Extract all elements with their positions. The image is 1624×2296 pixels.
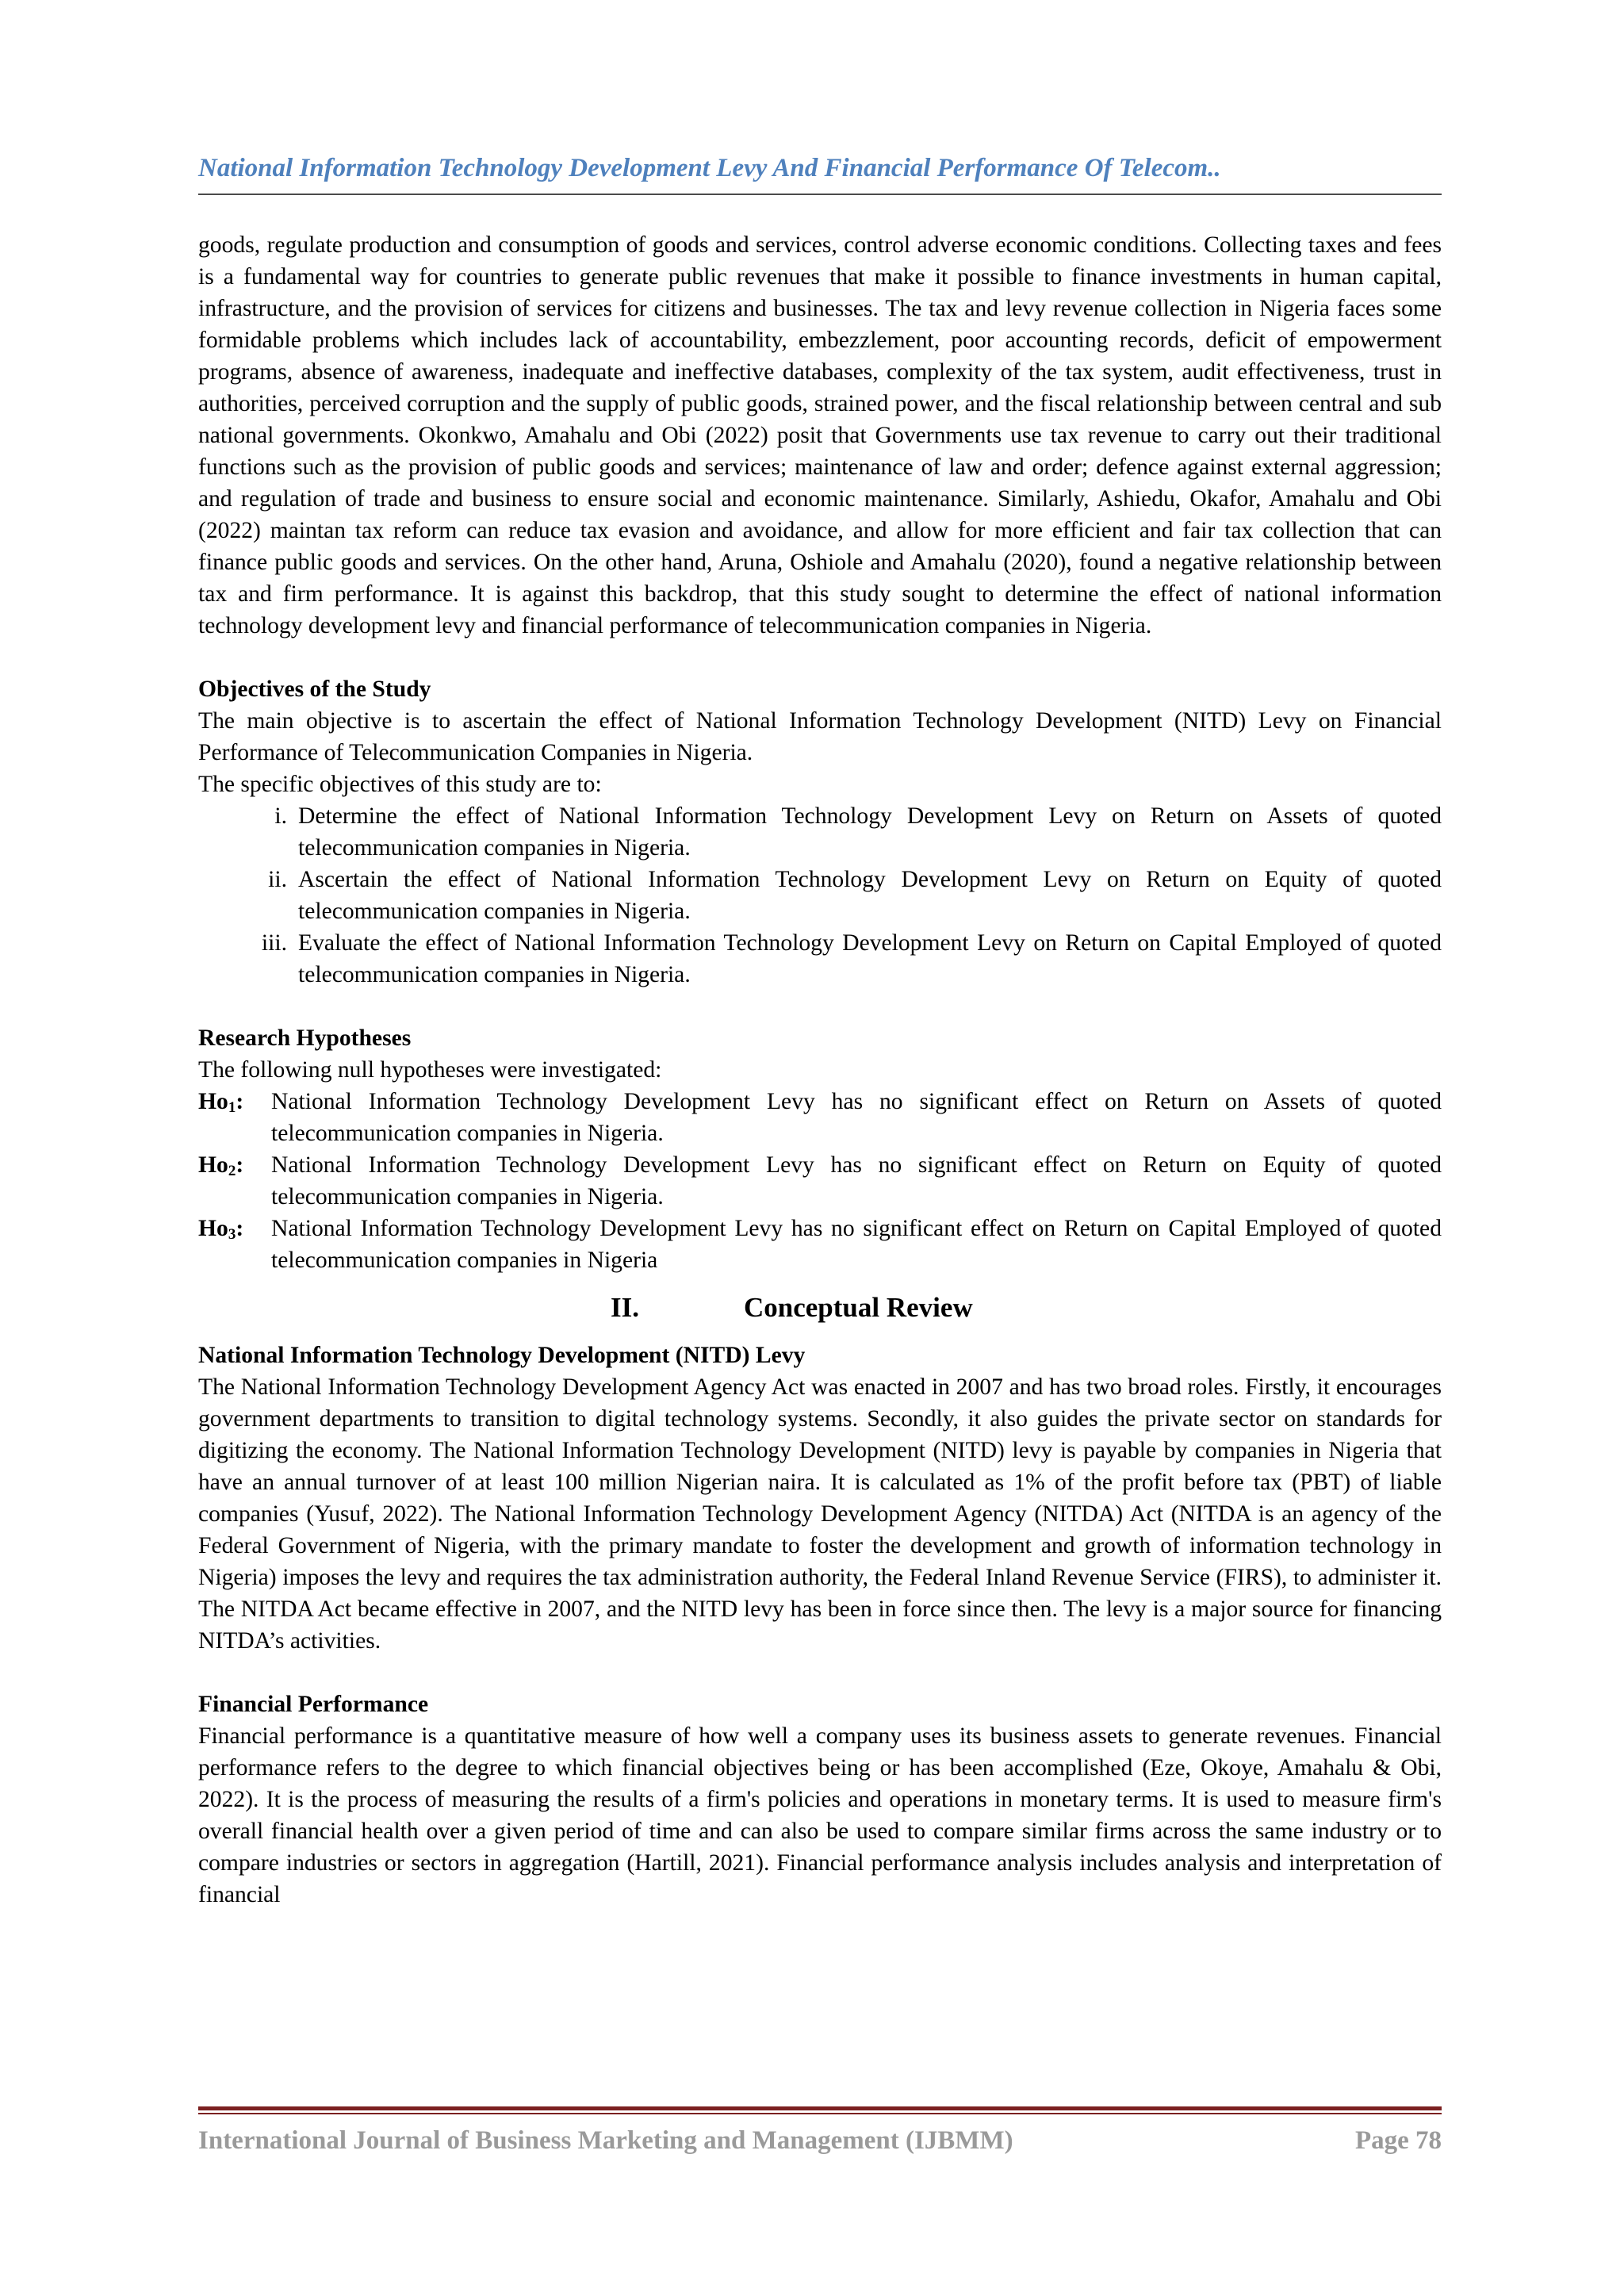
section-title: Conceptual Review (744, 1292, 973, 1323)
hypothesis-text: National Information Technology Development Levy has no significant effect on Return on Equity of quoted telecommunication companies in Nigeria. (271, 1152, 1442, 1209)
financial-performance-paragraph: Financial performance is a quantitative measure of how well a company uses its business assets to generate revenues. Financial performance refers to the degree to which financial objectives being or has been accomplished (Eze, Okoye, Amahalu & Obi, 2022). It is the process of measuring the results of a firm's policies and operations in monetary terms. It is used to measure firm's overall financial health over a given period of time and can also be used to compare similar firms across the same industry or to compare industries or sectors in aggregation (Hartill, 2021). Financial performance analysis includes analysis and interpretation of financial (198, 1723, 1442, 1907)
spacer (198, 1657, 1442, 1688)
objectives-specific-intro: The specific objectives of this study are to: (198, 772, 602, 797)
hypothesis-item (198, 1213, 1442, 1276)
hypothesis-text: National Information Technology Development Levy has no significant effect on Return on Capital Employed of quoted telecommunication companies in Nigeria (271, 1216, 1442, 1273)
objectives-main: The main objective is to ascertain the effect of National Information Technology Development (NITD) Levy on Financial Performance of Telecommunication Companies in Nigeria. (198, 708, 1442, 765)
hypothesis-label: $Ho_2$: (198, 1152, 244, 1179)
hypotheses-intro: The following null hypotheses were investigated: (198, 1057, 662, 1083)
list-item-text: Evaluate the effect of National Information Technology Development Levy on Return on Capital Employed of quoted telecommunication companies in Nigeria. (298, 930, 1442, 987)
footer-rule (198, 2113, 1442, 2114)
page-footer (198, 2125, 1442, 2157)
header-rule (198, 194, 1442, 195)
list-item (198, 864, 1442, 927)
hypothesis-text: National Information Technology Development Levy has no significant effect on Return on Assets of quoted telecommunication companies in Nigeria. (271, 1089, 1442, 1146)
list-item-number: iii. (261, 930, 287, 956)
hypotheses-heading: Research Hypotheses (198, 1025, 412, 1051)
footer-journal: International Journal of Business Marketing and Management (IJBMM) (198, 2126, 1013, 2155)
footer-rule (198, 2106, 1442, 2110)
financial-performance-heading: Financial Performance (198, 1692, 429, 1717)
list-item (198, 800, 1442, 864)
list-item-number: i. (274, 803, 287, 829)
running-header-title: National Information Technology Development Levy And Financial Performance Of Telecom.. (198, 154, 1221, 182)
hypothesis-item (198, 1086, 1442, 1149)
list-item (198, 927, 1442, 991)
footer-page-number: Page 78 (1354, 2126, 1442, 2155)
hypothesis-label: $Ho_3$: (198, 1216, 244, 1243)
objectives-heading: Objectives of the Study (198, 677, 431, 702)
nitd-heading: National Information Technology Development (NITD) Levy (198, 1343, 806, 1368)
page-body (198, 229, 1442, 1911)
objectives-list (198, 800, 1442, 991)
list-item-text: Determine the effect of National Information Technology Development Levy on Return on Assets of quoted telecommunication companies in Nigeria. (298, 803, 1442, 861)
hypothesis-item (198, 1149, 1442, 1213)
spacer (198, 991, 1442, 1022)
spacer (198, 642, 1442, 673)
list-item-number: ii. (268, 867, 287, 892)
section-heading (198, 1276, 1442, 1340)
intro-paragraph: goods, regulate production and consumption of goods and services, control adverse economic conditions. Collecting taxes and fees is a fundamental way for countries to generate public revenues that make it possible to finance investments in human capital, infrastructure, and the provision of services for citizens and businesses. The tax and levy revenue collection in Nigeria faces some formidable problems which includes lack of accountability, embezzlement, poor accounting records, deficit of empowerment programs, absence of awareness, inadequate and ineffective databases, complexity of the tax system, audit effectiveness, trust in authorities, perceived corruption and the supply of public goods, strained power, and the fiscal relationship between central and sub national governments. Okonkwo, Amahalu and Obi (2022) posit that Governments use tax revenue to carry out their traditional functions such as the provision of public goods and services; maintenance of law and order; defence against external aggression; and regulation of trade and business to ensure social and economic maintenance. Similarly, Ashiedu, Okafor, Amahalu and Obi (2022) maintan tax reform can reduce tax evasion and avoidance, and allow for more efficient and fair tax collection that can finance public goods and services. On the other hand, Aruna, Oshiole and Amahalu (2020), found a negative relationship between tax and firm performance. It is against this backdrop, that this study sought to determine the effect of national information technology development levy and financial performance of telecommunication companies in Nigeria. (198, 232, 1442, 638)
document-page (198, 0, 1442, 2296)
list-item-text: Ascertain the effect of National Information Technology Development Levy on Return on Equity of quoted telecommunication companies in Nigeria. (298, 867, 1442, 924)
hypothesis-label: $Ho_1$: (198, 1089, 244, 1116)
section-number: II. (611, 1292, 639, 1323)
nitd-paragraph: The National Information Technology Development Agency Act was enacted in 2007 and has two broad roles. Firstly, it encourages government departments to transition to digital technology systems. Secondly, it also guides the private sector on standards for digitizing the economy. The National Information Technology Development (NITD) levy is payable by companies in Nigeria that have an annual turnover of at least 100 million Nigerian naira. It is calculated as 1% of the profit before tax (PBT) of liable companies (Yusuf, 2022). The National Information Technology Development Agency (NITDA) Act (NITDA is an agency of the Federal Government of Nigeria, with the primary mandate to foster the development and growth of information technology in Nigeria) imposes the levy and requires the tax administration authority, the Federal Inland Revenue Service (FIRS), to administer it. The NITDA Act became effective in 2007, and the NITD levy has been in force since then. The levy is a major source for financing NITDA’s activities. (198, 1374, 1442, 1654)
